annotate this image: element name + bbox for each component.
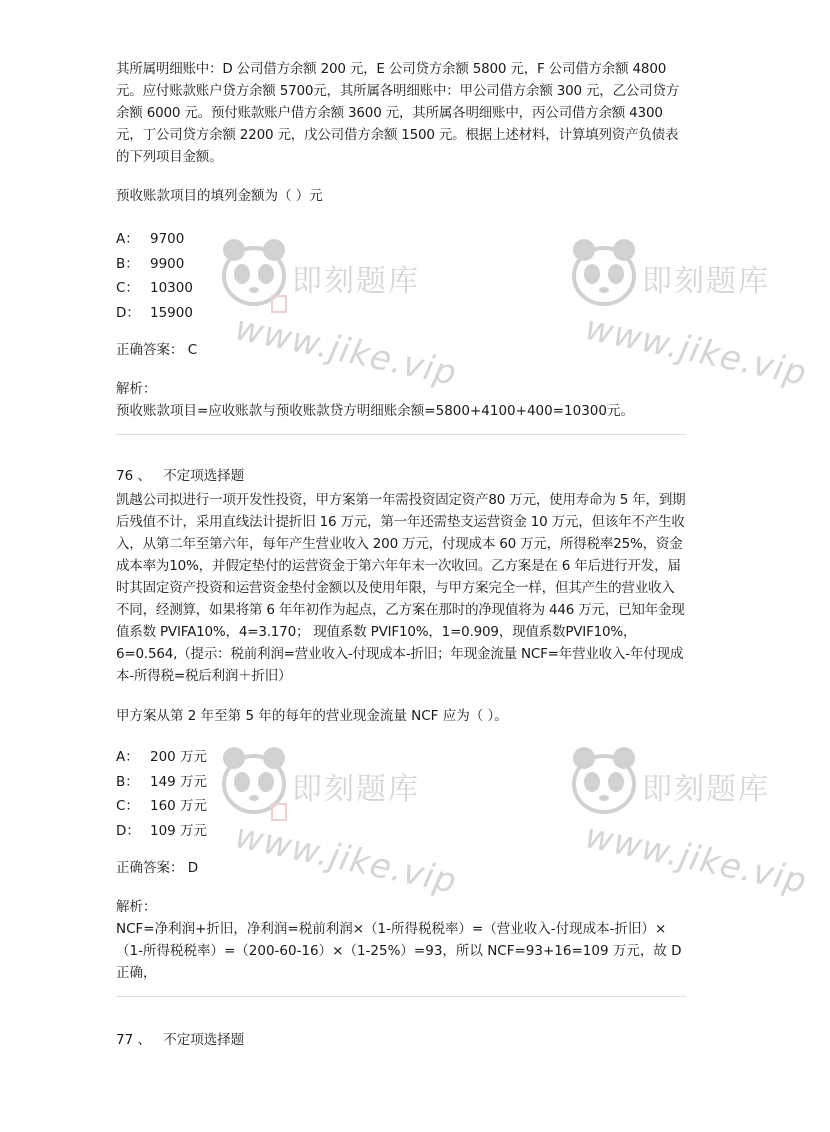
option-c: C： 10300 (116, 280, 193, 296)
option-a: A： 9700 (116, 231, 185, 247)
watermark-url: www.jike.vip (231, 816, 461, 903)
options-list (116, 745, 686, 843)
question-header: 77 、 不定项选择题 (116, 1032, 245, 1048)
watermark-brand: 即刻题库 (292, 772, 420, 807)
question-prompt: 甲方案从第 2 年至第 5 年的每年的营业现金流量 NCF 应为（ ）。 (116, 708, 508, 724)
correct-answer: 正确答案： D (116, 860, 199, 876)
question-stem: 凯越公司拟进行一项开发性投资，甲方案第一年需投资固定资产80 万元，使用寿命为 5 年，到期后残值不计，采用直线法计提折旧 16 万元，第一年还需垫支运营资金 10 万元，但该年不产生收入，从第二年至第六年，每年产生营业收入 200 万元，付现成本 60 万元，所得税率25%，资金成本率为10%，并假定垫付的运营资金于第六年年末一次收回。乙方案是在 6 年后进行开发，届时其固定资产投资和运营资金垫付金额以及使用年限，与甲方案完全一样，但其产生的营业收入不同，经测算，如果将第 6 年年初作为起点，乙方案在那时的净现值将为 446 万元，已知年金现值系数 PVIFA10%，4=3.170； 现值系数 PVIF10%，1=0.909，现值系数PVIF10%，6=0.564,（提示：税前利润=营业收入-付现成本-折旧；年现金流量 NCF=年营业收入-年付现成本-所得税=税后利润＋折旧） (116, 492, 686, 684)
option-c: C： 160 万元 (116, 798, 208, 814)
question-77 (116, 1029, 686, 1051)
question-stem: 其所属明细账中：D 公司借方余额 200 元，E 公司贷方余额 5800 元，F 公司借方余额 4800 元。应付账款账户贷方余额 5700元，其所属各明细账中：甲公司借方余额 300 元，乙公司贷方余额 6000 元。预付账款账户借方余额 3600 元，其所属各明细账中，丙公司借方余额 4300 元，丁公司贷方余额 2200 元，戊公司借方余额 1500 元。根据上述材料，计算填列资产负债表的下列项目金额。 (116, 61, 680, 165)
document-body (116, 58, 686, 1051)
option-a: A： 200 万元 (116, 749, 208, 765)
option-d: D： 109 万元 (116, 822, 208, 839)
analysis-label: 解析： (116, 381, 157, 397)
question-75 (116, 58, 686, 422)
analysis-text: NCF=净利润+折旧，净利润=税前利润×（1-所得税税率）=（营业收入-付现成本-折旧）×（1-所得税税率）=（200-60-16）×（1-25%）=93，所以 NCF=93+16=109 万元，故 D 正确， (116, 921, 682, 981)
divider (116, 434, 686, 435)
options-list (116, 227, 686, 325)
analysis-text: 预收账款项目=应收账款与预收账款贷方明细账余额=5800+4100+400=10300元。 (116, 403, 634, 419)
watermark-brand: 即刻题库 (642, 772, 770, 807)
watermark-brand: 即刻题库 (292, 264, 420, 299)
option-b: B： 9900 (116, 255, 185, 272)
question-76 (116, 465, 686, 984)
watermark-url: www.jike.vip (581, 816, 811, 903)
option-b: B： 149 万元 (116, 773, 208, 790)
analysis-label: 解析： (116, 899, 157, 915)
correct-answer: 正确答案： C (116, 342, 198, 358)
option-d: D： 15900 (116, 304, 193, 321)
watermark-brand: 即刻题库 (642, 264, 770, 299)
divider (116, 996, 686, 997)
watermark-url: www.jike.vip (231, 308, 461, 395)
question-header: 76 、 不定项选择题 (116, 468, 245, 484)
question-prompt: 预收账款项目的填列金额为（ ）元 (116, 188, 323, 204)
watermark-url: www.jike.vip (581, 308, 811, 395)
